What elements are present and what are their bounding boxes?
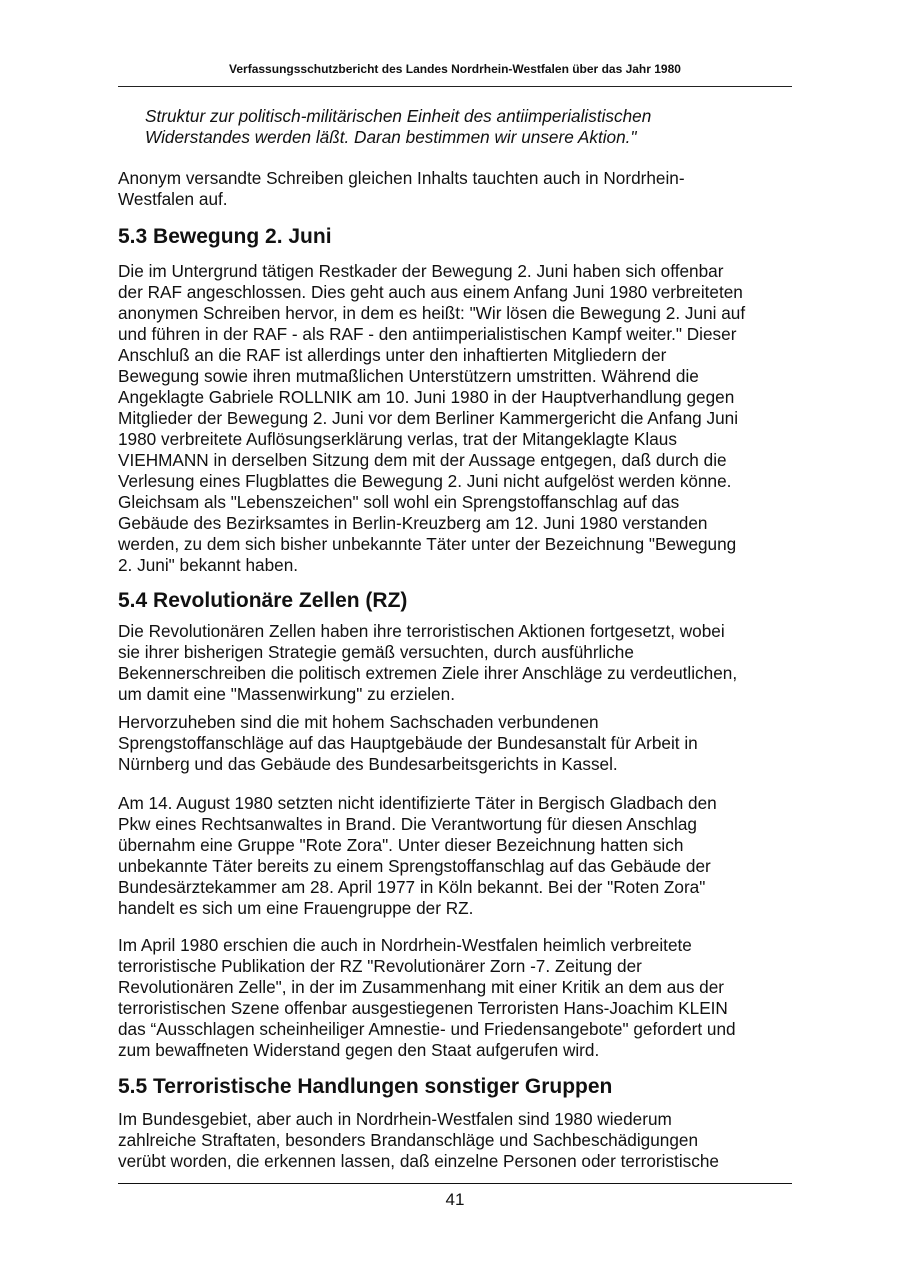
text-line: werden, zu dem sich bisher unbekannte Täter unter der Bezeichnung "Bewegung [118, 534, 737, 554]
quote-line: Widerstandes werden läßt. Daran bestimmen wir unsere Aktion." [145, 127, 637, 147]
footer-divider [118, 1183, 792, 1184]
text-line: Mitglieder der Bewegung 2. Juni vor dem Berliner Kammergericht die Anfang Juni [118, 408, 739, 428]
text-line: handelt es sich um eine Frauengruppe der RZ. [118, 898, 474, 918]
header-divider [118, 86, 792, 87]
section-5-3-paragraph-1 [118, 261, 808, 576]
text-line: Am 14. August 1980 setzten nicht identifizierte Täter in Bergisch Gladbach den [118, 793, 717, 813]
text-line: und führen in der RAF - als RAF - den antiimperialistischen Kampf weiter." Dieser [118, 324, 737, 344]
block-quote [145, 106, 835, 148]
text-line: 2. Juni" bekannt haben. [118, 555, 299, 575]
text-line: Nürnberg und das Gebäude des Bundesarbeitsgerichts in Kassel. [118, 754, 618, 774]
text-line: Sprengstoffanschläge auf das Hauptgebäude der Bundesanstalt für Arbeit in [118, 733, 698, 753]
text-line: Bundesärztekammer am 28. April 1977 in Köln bekannt. Bei der "Roten Zora" [118, 877, 706, 897]
text-line: Bewegung sowie ihren mutmaßlichen Unterstützern umstritten. Während die [118, 366, 699, 386]
text-line: VIEHMANN in derselben Sitzung dem mit der Aussage entgegen, daß durch die [118, 450, 727, 470]
text-line: Pkw eines Rechtsanwaltes in Brand. Die Verantwortung für diesen Anschlag [118, 814, 697, 834]
section-5-4-paragraph-3 [118, 793, 808, 919]
text-line: verübt worden, die erkennen lassen, daß einzelne Personen oder terroristische [118, 1151, 719, 1171]
text-line: unbekannte Täter bereits zu einem Sprengstoffanschlag auf das Gebäude der [118, 856, 711, 876]
text-line: Anschluß an die RAF ist allerdings unter den inhaftierten Mitgliedern der [118, 345, 667, 365]
text-line: 1980 verbreitete Auflösungserklärung verlas, trat der Mitangeklagte Klaus [118, 429, 677, 449]
text-line: das “Ausschlagen scheinheiliger Amnestie- und Friedensangebote" gefordert und [118, 1019, 736, 1039]
text-line: Bekennerschreiben die politisch extremen Ziele ihrer Anschläge zu verdeutlichen, [118, 663, 738, 683]
section-5-4-paragraph-2 [118, 712, 808, 775]
text-line: Im Bundesgebiet, aber auch in Nordrhein-Westfalen sind 1980 wiederum [118, 1109, 672, 1129]
text-line: der RAF angeschlossen. Dies geht auch aus einem Anfang Juni 1980 verbreiteten [118, 282, 743, 302]
text-line: anonymen Schreiben hervor, in dem es heißt: "Wir lösen die Bewegung 2. Juni auf [118, 303, 746, 323]
running-header: Verfassungsschutzbericht des Landes Nordrhein-Westfalen über das Jahr 1980 [229, 62, 681, 76]
text-line: Hervorzuheben sind die mit hohem Sachschaden verbundenen [118, 712, 599, 732]
text-line: Verlesung eines Flugblattes die Bewegung 2. Juni nicht aufgelöst werden könne. [118, 471, 732, 491]
text-line: terroristische Publikation der RZ "Revolutionärer Zorn -7. Zeitung der [118, 956, 642, 976]
text-line: Gleichsam als "Lebenszeichen" soll wohl ein Sprengstoffanschlag auf das [118, 492, 680, 512]
text-line: sie ihrer bisherigen Strategie gemäß versuchten, durch ausführliche [118, 642, 634, 662]
text-line: Im April 1980 erschien die auch in Nordrhein-Westfalen heimlich verbreitete [118, 935, 692, 955]
section-heading-5-5: 5.5 Terroristische Handlungen sonstiger Gruppen [118, 1075, 613, 1098]
text-line: terroristischen Szene offenbar ausgestiegenen Terroristen Hans-Joachim KLEIN [118, 998, 728, 1018]
section-5-5-paragraph-1 [118, 1109, 808, 1172]
text-line: Anonym versandte Schreiben gleichen Inhalts tauchten auch in Nordrhein- [118, 168, 685, 188]
text-line: um damit eine "Massenwirkung" zu erzielen. [118, 684, 456, 704]
text-line: übernahm eine Gruppe "Rote Zora". Unter dieser Bezeichnung hatten sich [118, 835, 684, 855]
section-heading-5-4: 5.4 Revolutionäre Zellen (RZ) [118, 589, 408, 612]
text-line: zahlreiche Straftaten, besonders Brandanschläge und Sachbeschädigungen [118, 1130, 699, 1150]
section-5-4-paragraph-4 [118, 935, 808, 1061]
page-number: 41 [445, 1190, 465, 1209]
section-5-4-paragraph-1 [118, 621, 808, 705]
intro-paragraph [118, 168, 808, 210]
text-line: Gebäude des Bezirksamtes in Berlin-Kreuzberg am 12. Juni 1980 verstanden [118, 513, 708, 533]
text-line: Revolutionären Zelle", in der im Zusammenhang mit einer Kritik an dem aus der [118, 977, 725, 997]
text-line: Westfalen auf. [118, 189, 228, 209]
text-line: Die im Untergrund tätigen Restkader der Bewegung 2. Juni haben sich offenbar [118, 261, 724, 281]
section-heading-5-3: 5.3 Bewegung 2. Juni [118, 225, 332, 248]
text-line: Angeklagte Gabriele ROLLNIK am 10. Juni 1980 in der Hauptverhandlung gegen [118, 387, 735, 407]
text-line: zum bewaffneten Widerstand gegen den Staat aufgerufen wird. [118, 1040, 600, 1060]
text-line: Die Revolutionären Zellen haben ihre terroristischen Aktionen fortgesetzt, wobei [118, 621, 725, 641]
quote-line: Struktur zur politisch-militärischen Einheit des antiimperialistischen [145, 106, 652, 126]
